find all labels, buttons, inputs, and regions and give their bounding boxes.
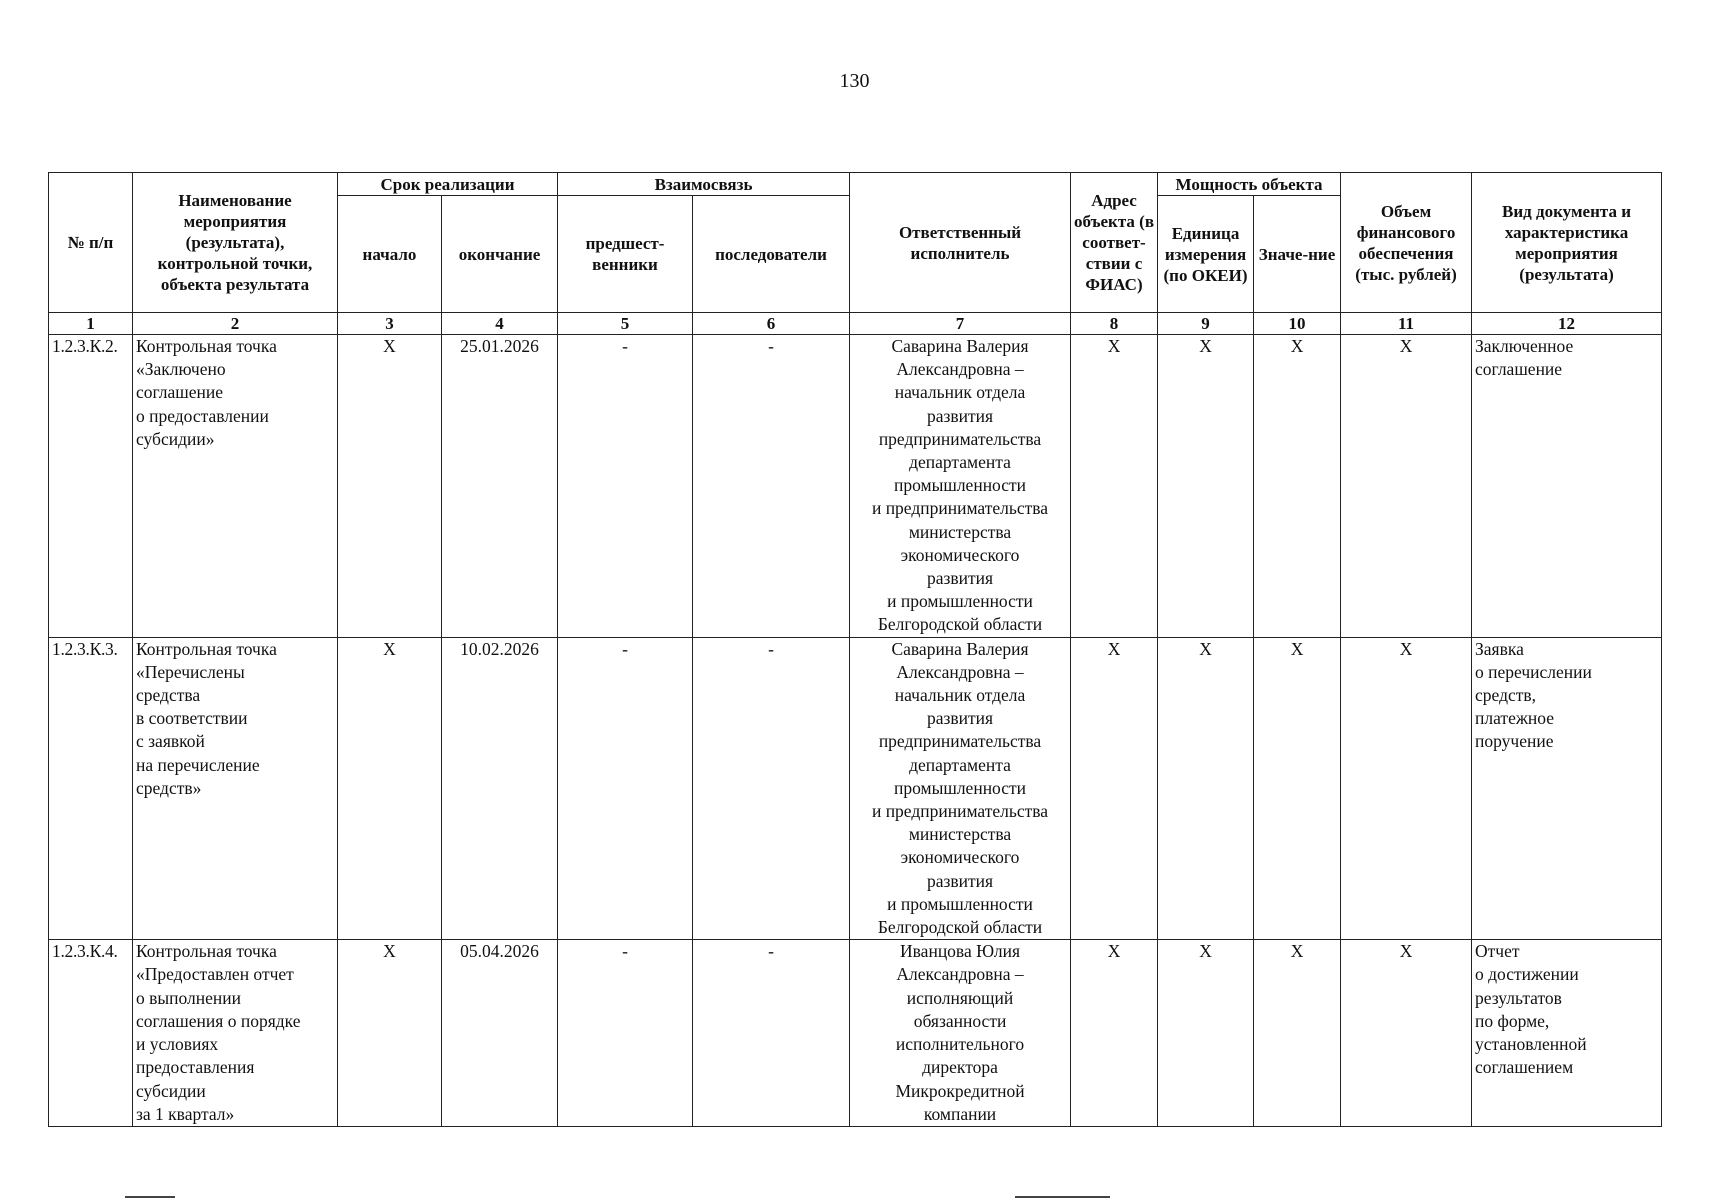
row-name-line: «Заключено — [136, 359, 226, 380]
col-number: 7 — [850, 313, 1071, 335]
row-unit: X — [1158, 637, 1254, 940]
row-responsible-line: начальник отдела — [894, 382, 1026, 403]
row-responsible-line: промышленности — [893, 777, 1027, 798]
row-start: X — [338, 940, 442, 1127]
col-number: 11 — [1341, 313, 1472, 335]
col-number: 9 — [1158, 313, 1254, 335]
row-end: 25.01.2026 — [442, 335, 558, 638]
row-document-line: о перечислении — [1475, 661, 1592, 682]
row-responsible-line: обязанности — [913, 1010, 1007, 1031]
row-name-line: субсидии — [136, 1080, 206, 1101]
header-name: Наименование мероприятия (результата), контрольной точки, объекта результата — [133, 173, 338, 313]
row-successors: - — [693, 335, 850, 638]
row-responsible-line: Белгородской области — [877, 917, 1043, 938]
table-row — [49, 637, 1662, 940]
row-successors: - — [693, 637, 850, 940]
row-document-line: Отчет — [1475, 941, 1520, 962]
row-responsible-line: Саварина Валерия — [891, 638, 1029, 659]
row-responsible-line: развития — [926, 568, 994, 589]
row-name — [133, 940, 338, 1127]
row-name-line: в соответствии — [136, 708, 248, 729]
row-responsible — [850, 335, 1071, 638]
row-name-line: Контрольная точка — [136, 941, 277, 962]
page-number: 130 — [839, 70, 870, 92]
header-no: № п/п — [49, 173, 133, 313]
footer-rule-right — [1015, 1196, 1110, 1198]
row-document-line: соглашение — [1475, 359, 1563, 380]
row-predecessors: - — [558, 335, 693, 638]
row-name-line: Контрольная точка — [136, 638, 277, 659]
col-number: 6 — [693, 313, 850, 335]
row-responsible-line: и промышленности — [887, 893, 1033, 914]
header-unit: Единица измерения (по ОКЕИ) — [1158, 196, 1254, 313]
row-name-line: на перечисление — [136, 754, 260, 775]
col-number: 2 — [133, 313, 338, 335]
col-number: 5 — [558, 313, 693, 335]
plan-table — [48, 172, 1662, 1127]
row-document-line: по форме, — [1475, 1010, 1550, 1031]
row-start: X — [338, 637, 442, 940]
row-name-line: соглашение — [136, 382, 224, 403]
row-name-line: «Перечислены — [136, 661, 245, 682]
row-responsible-line: Александровна – — [896, 964, 1024, 985]
row-document-line: поручение — [1475, 731, 1554, 752]
row-responsible-line: Саварина Валерия — [891, 336, 1029, 356]
row-responsible-line: экономического — [900, 847, 1020, 868]
row-value: X — [1254, 940, 1341, 1127]
row-id: 1.2.3.К.4. — [49, 940, 133, 1127]
row-document — [1472, 335, 1662, 638]
header-successors: последователи — [693, 196, 850, 313]
row-document-line: результатов — [1475, 987, 1562, 1008]
row-unit: X — [1158, 940, 1254, 1127]
row-responsible-line: развития — [926, 870, 994, 891]
row-responsible-line: департамента — [909, 754, 1011, 775]
header-capacity: Мощность объекта — [1158, 173, 1341, 196]
row-responsible-line: министерства — [908, 521, 1012, 542]
header-start: начало — [338, 196, 442, 313]
row-responsible-line: исполняющий — [906, 987, 1014, 1008]
row-address: X — [1071, 335, 1158, 638]
row-document-line: соглашением — [1475, 1057, 1574, 1078]
table-body — [49, 335, 1662, 1127]
table-row — [49, 335, 1662, 638]
row-name — [133, 637, 338, 940]
header-end: окончание — [442, 196, 558, 313]
row-value: X — [1254, 335, 1341, 638]
header-relation: Взаимосвязь — [558, 173, 850, 196]
row-responsible-line: Александровна – — [896, 661, 1024, 682]
row-document — [1472, 637, 1662, 940]
row-name-line: с заявкой — [136, 731, 205, 752]
header-predecessors: предшест-венники — [558, 196, 693, 313]
row-finance: X — [1341, 335, 1472, 638]
header-responsible: Ответственный исполнитель — [850, 173, 1071, 313]
row-predecessors: - — [558, 637, 693, 940]
table-header — [49, 173, 1662, 335]
header-finance: Объем финансового обеспечения (тыс. рублей) — [1341, 173, 1472, 313]
footer-rule-left — [125, 1196, 175, 1198]
row-id: 1.2.3.К.2. — [49, 335, 133, 638]
row-name-line: Контрольная точка — [136, 336, 277, 356]
table-row — [49, 940, 1662, 1127]
row-name-line: средств» — [136, 777, 202, 798]
col-number: 1 — [49, 313, 133, 335]
row-name-line: «Предоставлен отчет — [136, 964, 294, 985]
row-name-line: и условиях — [136, 1034, 219, 1055]
row-name-line: субсидии» — [136, 428, 215, 449]
row-name-line: о предоставлении — [136, 405, 269, 426]
row-responsible-line: Белгородской области — [877, 614, 1043, 635]
row-responsible-line: компании — [923, 1103, 997, 1124]
col-number: 10 — [1254, 313, 1341, 335]
row-responsible-line: Иванцова Юлия — [900, 941, 1021, 962]
row-responsible-line: развития — [926, 405, 994, 426]
row-responsible-line: департамента — [909, 452, 1011, 473]
row-document-line: о достижении — [1475, 964, 1579, 985]
row-name — [133, 335, 338, 638]
row-responsible-line: экономического — [900, 544, 1020, 565]
row-document-line: Заявка — [1475, 638, 1524, 659]
row-end: 05.04.2026 — [442, 940, 558, 1127]
column-numbers-row — [49, 313, 1662, 335]
row-responsible-line: и промышленности — [887, 591, 1033, 612]
row-responsible-line: предпринимательства — [878, 428, 1042, 449]
row-start: X — [338, 335, 442, 638]
row-responsible-line: директора — [922, 1057, 998, 1078]
row-predecessors: - — [558, 940, 693, 1127]
row-document-line: средств, — [1475, 685, 1537, 706]
row-responsible-line: начальник отдела — [894, 685, 1026, 706]
row-address: X — [1071, 637, 1158, 940]
row-name-line: соглашения о порядке — [136, 1010, 301, 1031]
row-name-line: о выполнении — [136, 987, 241, 1008]
row-document-line: установленной — [1475, 1034, 1587, 1055]
header-value: Значе-ние — [1254, 196, 1341, 313]
row-responsible-line: предпринимательства — [878, 731, 1042, 752]
row-successors: - — [693, 940, 850, 1127]
row-document-line: платежное — [1475, 708, 1555, 729]
row-finance: X — [1341, 940, 1472, 1127]
row-responsible-line: и предпринимательства — [871, 498, 1049, 519]
row-responsible-line: промышленности — [893, 475, 1027, 496]
row-responsible — [850, 637, 1071, 940]
col-number: 4 — [442, 313, 558, 335]
row-name-line: предоставления — [136, 1057, 255, 1078]
header-address: Адрес объекта (в соответ-ствии с ФИАС) — [1071, 173, 1158, 313]
row-finance: X — [1341, 637, 1472, 940]
row-id: 1.2.3.К.3. — [49, 637, 133, 940]
row-name-line: средства — [136, 685, 201, 706]
row-document-line: Заключенное — [1475, 336, 1574, 356]
row-address: X — [1071, 940, 1158, 1127]
header-period: Срок реализации — [338, 173, 558, 196]
row-responsible-line: и предпринимательства — [871, 801, 1049, 822]
row-responsible-line: Александровна – — [896, 359, 1024, 380]
col-number: 12 — [1472, 313, 1662, 335]
row-responsible-line: Микрокредитной — [895, 1080, 1025, 1101]
row-unit: X — [1158, 335, 1254, 638]
row-document — [1472, 940, 1662, 1127]
row-responsible-line: министерства — [908, 824, 1012, 845]
row-responsible-line: развития — [926, 708, 994, 729]
col-number: 3 — [338, 313, 442, 335]
row-end: 10.02.2026 — [442, 637, 558, 940]
row-responsible — [850, 940, 1071, 1127]
col-number: 8 — [1071, 313, 1158, 335]
header-document: Вид документа и характеристика мероприятия (результата) — [1472, 173, 1662, 313]
row-responsible-line: исполнительного — [895, 1034, 1025, 1055]
row-value: X — [1254, 637, 1341, 940]
row-name-line: за 1 квартал» — [136, 1103, 235, 1124]
